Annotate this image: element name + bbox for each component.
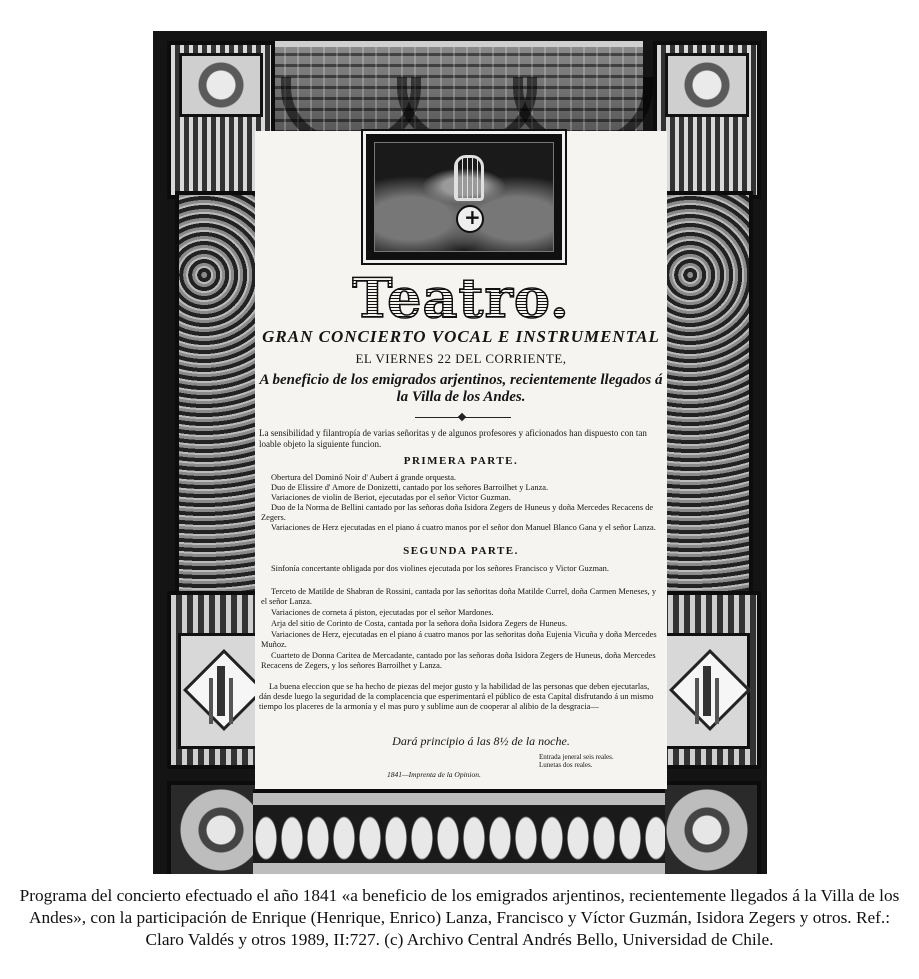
program-item: Variaciones de Herz ejecutadas en el piano á cuatro manos por el señor don Manuel Blanco Gana y el señor Lanza. [271, 523, 656, 532]
right-trophy-emblem [664, 633, 750, 749]
poster-title: Teatro. [255, 268, 667, 328]
program-item: Duo de Elissire d' Amore de Donizetti, cantado por los señores Barroilhet y Lanza. [271, 483, 549, 492]
program-item: Variaciones de corneta á piston, ejecutadas por el señor Mardones. [271, 608, 494, 617]
cross-medallion-icon [456, 205, 484, 233]
lyre-icon [454, 155, 484, 201]
benefit-line: A beneficio de los emigrados arjentinos, recientemente llegados á la Villa de los Andes. [259, 372, 663, 405]
left-trophy-emblem [178, 633, 264, 749]
balustrade-ornament [253, 789, 665, 874]
ornamental-divider [415, 417, 511, 418]
right-rosette-plinth [653, 781, 761, 874]
program-item: Arja del sitio de Corinto de Costa, cantada por la señora doña Isidora Zegers de Huneus. [271, 619, 568, 628]
program-item: Duo de la Norma de Bellini cantado por las señoras doña Isidora Zegers de Huneus y doña Mercedes Recacens de Zegers. [261, 503, 654, 522]
right-column-shaft [661, 191, 753, 599]
left-column-shaft [175, 191, 267, 599]
program-item: Variaciones de Herz, ejecutadas en el piano á cuatro manos por las señoritas doña Eujenia Vicuña y doña Mercedes Muñoz. [261, 630, 657, 649]
intro-paragraph: La sensibilidad y filantropía de varias señoritas y de algunos profesores y aficionados han dispuesto con tan loable objeto la siguiente funcion. [259, 428, 647, 449]
event-date: EL VIERNES 22 DEL CORRIENTE, [355, 351, 567, 366]
ticket-prices [539, 753, 614, 769]
lyre-emblem [363, 131, 565, 263]
printer-imprint: 1841—Imprenta de la Opinion. [387, 770, 481, 779]
part-one-heading: PRIMERA PARTE. [403, 455, 519, 467]
start-time: Dará principio á las 8½ de la noche. [392, 734, 570, 748]
poster-photograph [153, 31, 767, 874]
program-item: Sinfonía concertante obligada por dos violines ejecutada por los señores Francisco y Victor Guzman. [271, 564, 609, 573]
laurel-wreath-ornament [374, 142, 554, 252]
price-general: Entrada jeneral seis reales. [539, 753, 614, 761]
program-item: Terceto de Matilde de Shabran de Rossini, cantada por las señoritas doña Matilde Currel, doña Carmen Meneses, y el señor Lanza. [261, 587, 657, 606]
right-column-base [653, 591, 761, 769]
part-two-heading: SEGUNDA PARTE. [403, 545, 519, 557]
right-column-capital [653, 41, 761, 199]
closing-paragraph: La buena eleccion que se ha hecho de piezas del mejor gusto y la habilidad de las personas que deben ejecutarlas, dán desde luego la seguridad de la complacencia que esperimentará el público de esta Capital disfrutando á un mismo tiempo los placeres de la armonía y el mas puro y sublime aun de cooperar al alibio de la desgracia— [259, 682, 654, 711]
program-item: Cuarteto de Donna Caritea de Mercadante, cantado por las señoras doña Isidora Zegers de Huneus, doña Mercedes Recacens de Zegers, y los señores Barroilhet y Lanza. [261, 651, 656, 670]
program-item: Variaciones de violin de Beriot, ejecutadas por el señor Victor Guzman. [271, 493, 511, 502]
figure-caption: Programa del concierto efectuado el año 1841 «a beneficio de los emigrados arjentinos, recientemente llegados á la Villa de los Andes», con la participación de Enrique (Henrique, Enrico) Lanza, Francisco y Víctor Guzmán, Isidora Zegers y otros. Ref.: Claro Valdés y otros 1989, II:727. (c) Archivo Central Andrés Bello, Universidad de Chile. [19, 886, 900, 949]
program-item: Obertura del Dominó Noir d' Aubert á grande orquesta. [271, 473, 457, 482]
poster-sheet [255, 131, 667, 789]
poster-subtitle: GRAN CONCIERTO VOCAL E INSTRUMENTAL [262, 327, 660, 346]
price-lunetas: Lunetas dos reales. [539, 761, 593, 769]
